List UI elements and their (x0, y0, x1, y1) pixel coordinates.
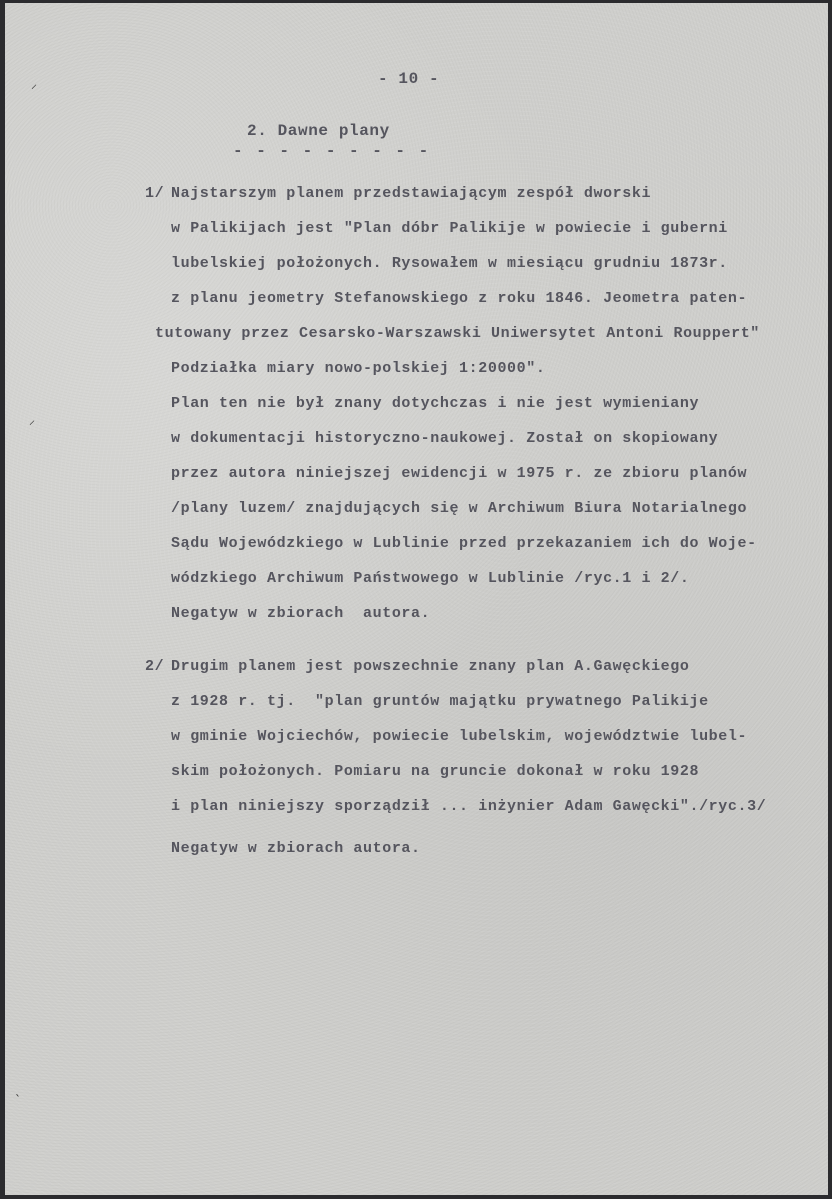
item-1-line: w dokumentacji historyczno-naukowej. Został on skopiowany (171, 430, 719, 447)
item-2-line: z 1928 r. tj. "plan gruntów majątku prywatnego Palikije (171, 693, 709, 710)
section-underline: - - - - - - - - - (233, 142, 431, 160)
item-1-line: wódzkiego Archiwum Państwowego w Lublinie /ryc.1 i 2/. (171, 570, 690, 587)
section-title: 2. Dawne plany (247, 122, 390, 140)
item-2-line: Drugim planem jest powszechnie znany plan A.Gawęckiego (171, 658, 690, 675)
item-2-line: Negatyw w zbiorach autora. (171, 840, 421, 857)
item-number-2: 2/ (145, 658, 165, 675)
item-1-line: Najstarszym planem przedstawiającym zespół dworski (171, 185, 652, 202)
item-1-line: lubelskiej położonych. Rysowałem w miesiącu grudniu 1873r. (171, 255, 728, 272)
item-2-line: w gminie Wojciechów, powiecie lubelskim, województwie lubel- (171, 728, 748, 745)
margin-mark: ˋ (15, 1093, 21, 1107)
item-number-1: 1/ (145, 185, 165, 202)
item-2-line: skim położonych. Pomiaru na gruncie dokonał w roku 1928 (171, 763, 700, 780)
margin-mark: ⸝ (29, 413, 36, 427)
item-1-line: Podziałka miary nowo-polskiej 1:20000". (171, 360, 546, 377)
item-1-line: Negatyw w zbiorach autora. (171, 605, 431, 622)
item-1-line: w Palikijach jest "Plan dóbr Palikije w powiecie i guberni (171, 220, 728, 237)
item-1-line: z planu jeometry Stefanowskiego z roku 1846. Jeometra paten- (171, 290, 748, 307)
item-1-line: przez autora niniejszej ewidencji w 1975 r. ze zbioru planów (171, 465, 748, 482)
margin-mark: ⸝ (31, 77, 38, 91)
item-1-line: /plany luzem/ znajdujących się w Archiwum Biura Notarialnego (171, 500, 748, 517)
item-1-line: Plan ten nie był znany dotychczas i nie jest wymieniany (171, 395, 700, 412)
item-1-line: Sądu Wojewódzkiego w Lublinie przed przekazaniem ich do Woje- (171, 535, 757, 552)
page-number: - 10 - (378, 70, 440, 88)
document-page (5, 3, 828, 1195)
item-1-line: tutowany przez Cesarsko-Warszawski Uniwersytet Antoni Rouppert" (155, 325, 760, 342)
item-2-line: i plan niniejszy sporządził ... inżynier Adam Gawęcki"./ryc.3/ (171, 798, 767, 815)
